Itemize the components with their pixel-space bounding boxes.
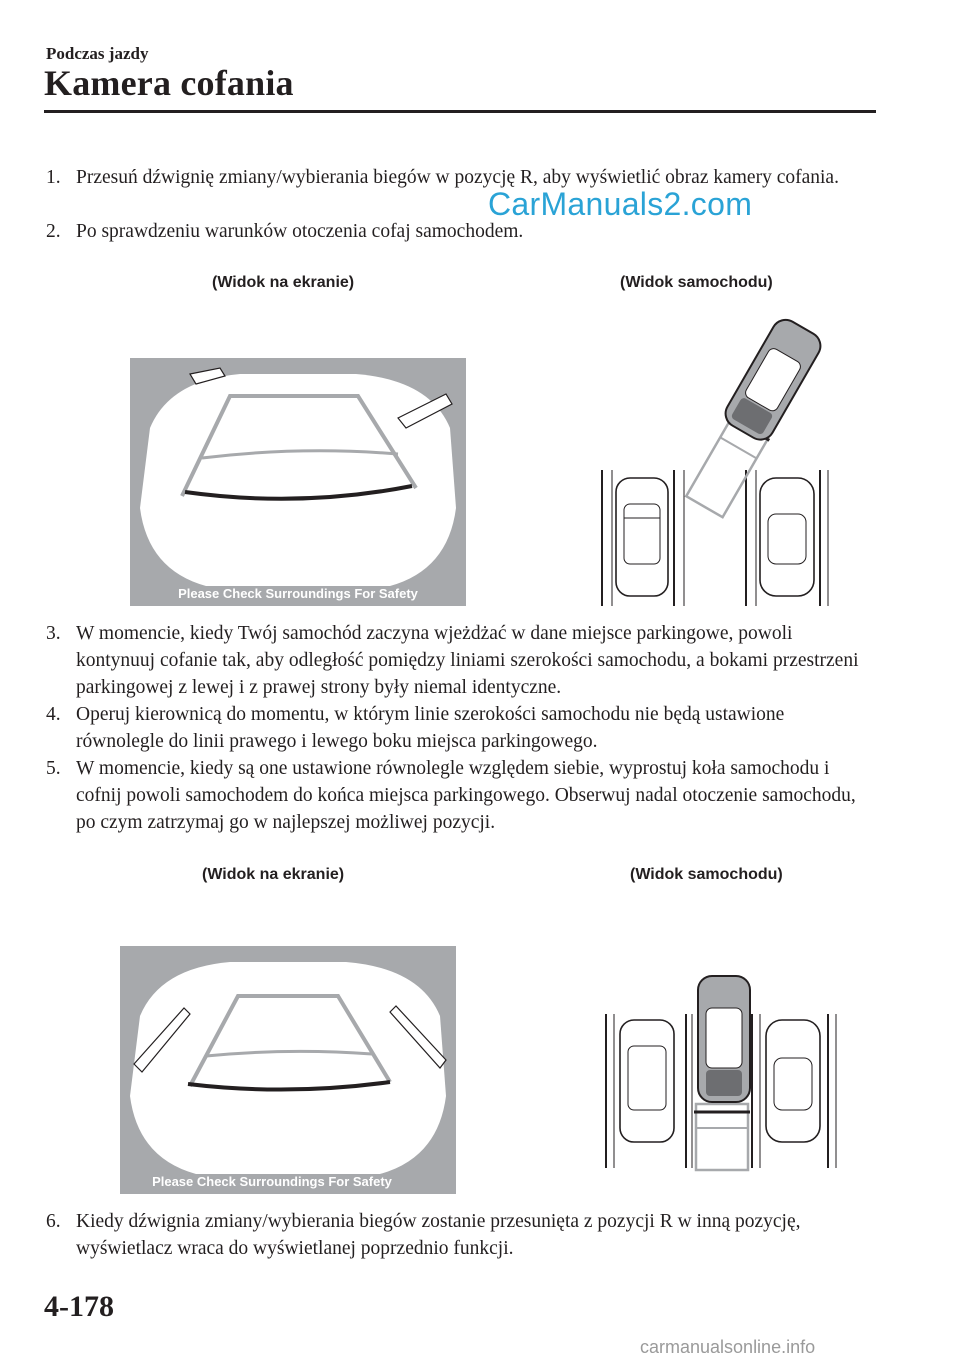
parked-car-right bbox=[760, 478, 814, 596]
watermark-carmanuals2: CarManuals2.com bbox=[488, 186, 753, 222]
step-4 bbox=[46, 701, 876, 755]
figure2-screen-message: Please Check Surroundings For Safety bbox=[152, 1174, 392, 1189]
step-number: 1. bbox=[46, 167, 61, 188]
step-3 bbox=[46, 620, 876, 701]
step-text: W momencie, kiedy Twój samochód zaczyna wjeżdżać w dane miejsce parkingowe, powoli kontynuuj cofanie tak, aby odległość pomiędzy liniami szerokości samochodu, a bokami przestrzeni parkingowej z lewej i z prawej strony były niemal identyczne. bbox=[76, 623, 859, 698]
step-text: Przesuń dźwignię zmiany/wybierania biegów w pozycję R, aby wyświetlić obraz kamery cofania. bbox=[76, 167, 839, 188]
step-number: 3. bbox=[46, 623, 61, 644]
figure2-camera-screen bbox=[120, 946, 456, 1194]
page-title: Kamera cofania bbox=[44, 63, 294, 103]
step-number: 5. bbox=[46, 758, 61, 779]
reversing-car bbox=[720, 318, 825, 445]
step-number: 4. bbox=[46, 704, 61, 725]
reversing-car bbox=[698, 976, 750, 1102]
page-number: 4-178 bbox=[44, 1290, 114, 1323]
title-rule bbox=[44, 110, 876, 113]
step-number: 6. bbox=[46, 1211, 61, 1232]
step-6 bbox=[46, 1208, 876, 1262]
figure1-screen-caption: (Widok na ekranie) bbox=[212, 274, 355, 291]
step-text: Kiedy dźwignia zmiany/wybierania biegów zostanie przesunięta z pozycji R w inną pozycję, wyświetlacz wraca do wyświetlanej poprzednio funkcji. bbox=[76, 1211, 801, 1259]
figure2-car-view bbox=[600, 972, 840, 1172]
figure1-car-caption: (Widok samochodu) bbox=[620, 274, 773, 291]
parked-car-right bbox=[766, 1020, 820, 1142]
footer-watermark: carmanualsonline.info bbox=[640, 1337, 816, 1357]
figure1-car-view bbox=[596, 318, 836, 608]
parked-car-left bbox=[620, 1020, 674, 1142]
step-number: 2. bbox=[46, 221, 61, 242]
step-text: W momencie, kiedy są one ustawione równolegle względem siebie, wyprostuj koła samochodu i cofnij powoli samochodem do końca miejsca parkingowego. Obserwuj nadal otoczenie samochodu, po czym zatrzymaj go w najlepszej możliwej pozycji. bbox=[76, 758, 856, 833]
section-heading: Podczas jazdy bbox=[46, 44, 149, 63]
figure1-screen-message: Please Check Surroundings For Safety bbox=[178, 586, 418, 601]
step-text: Operuj kierownicą do momentu, w którym linie szerokości samochodu nie będą ustawione równolegle do linii prawego i lewego boku miejsca parkingowego. bbox=[76, 704, 785, 752]
figure1-camera-screen bbox=[130, 358, 466, 606]
step-text: Po sprawdzeniu warunków otoczenia cofaj samochodem. bbox=[76, 221, 524, 242]
figure2-screen-caption: (Widok na ekranie) bbox=[202, 866, 345, 883]
guide-lines bbox=[694, 1104, 750, 1170]
step-5 bbox=[46, 755, 876, 836]
figure2-car-caption: (Widok samochodu) bbox=[630, 866, 783, 883]
parked-car-left bbox=[616, 478, 668, 596]
